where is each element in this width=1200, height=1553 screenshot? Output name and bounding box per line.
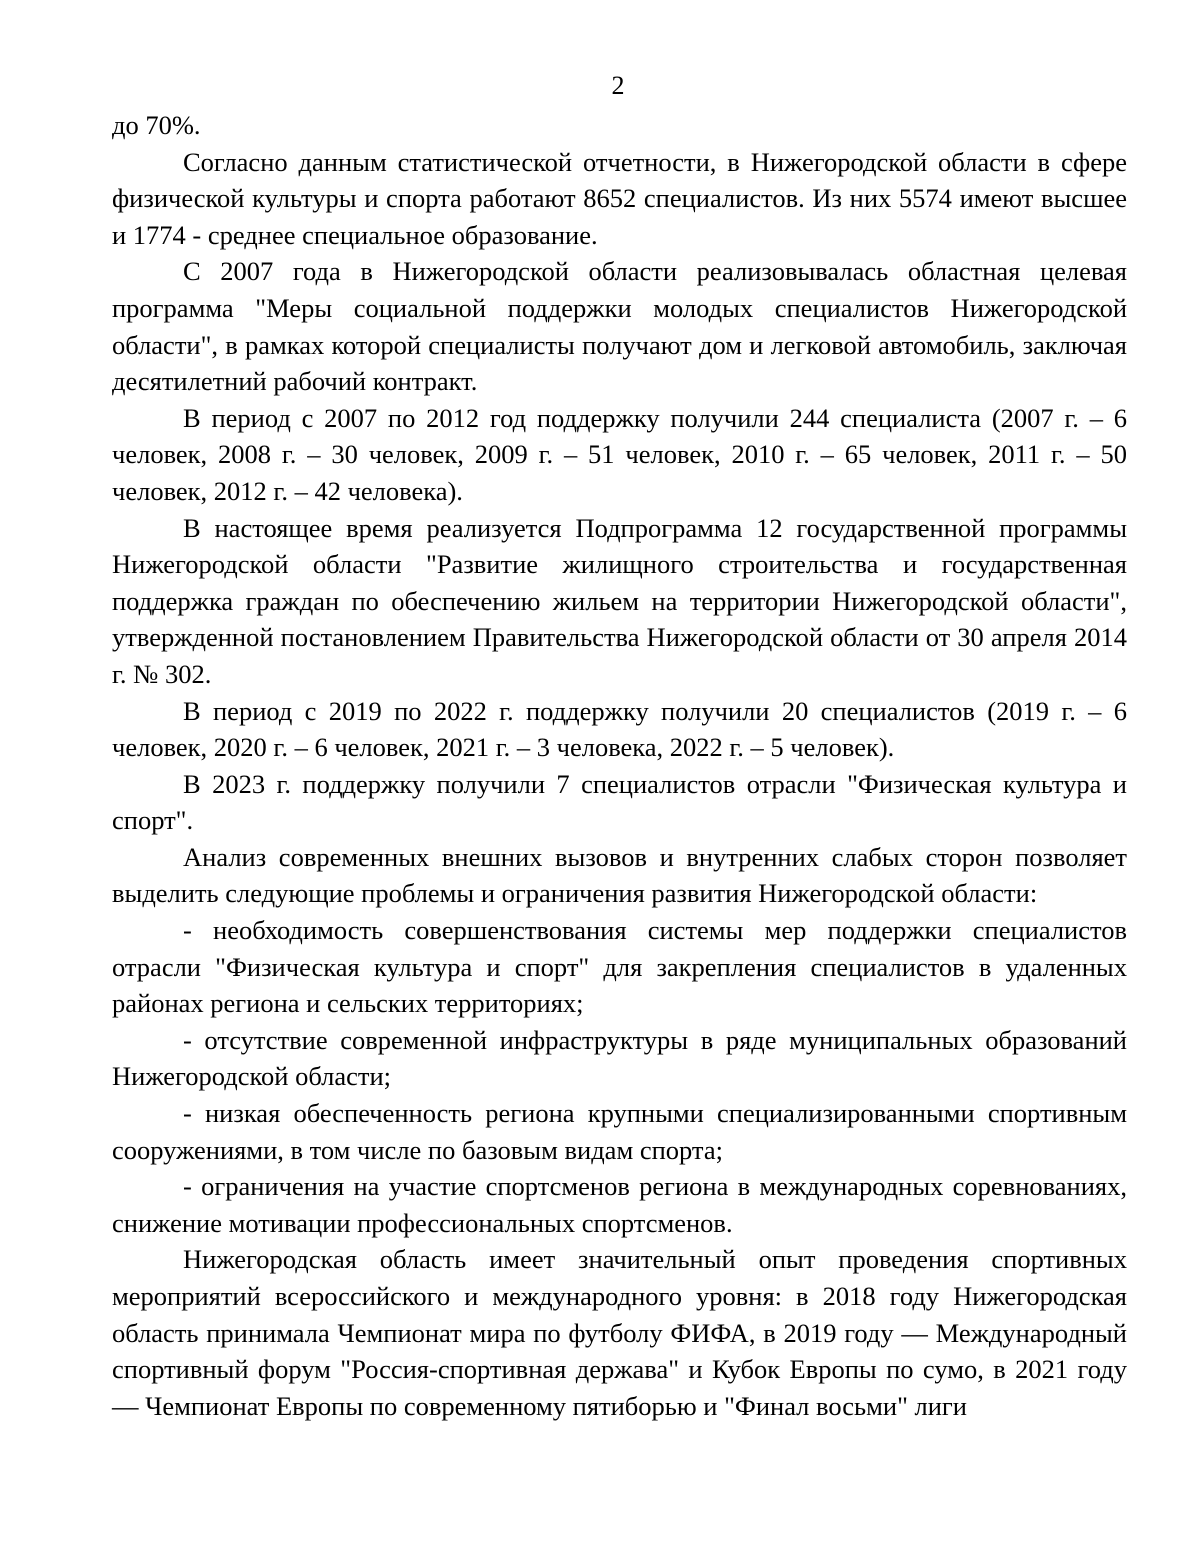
paragraph-specialists-count: Согласно данным статистической отчетности, в Нижегородской области в сфере физической культуры и спорта работают 8652 специалистов. Из них 5574 имеют высшее и 1774 - среднее специальное образование. (112, 146, 1127, 250)
document-body (112, 107, 1127, 1424)
paragraph-support-2007-2012: В период с 2007 по 2012 год поддержку получили 244 специалиста (2007 г. – 6 человек, 2008 г. – 30 человек, 2009 г. – 51 человек, 2010 г. – 65 человек, 2011 г. – 50 человек, 2012 г. – 42 человека). (112, 402, 1127, 506)
list-item-sports-facilities: - низкая обеспеченность региона крупными специализированными спортивным сооружениями, в том числе по базовым видам спорта; (112, 1098, 1127, 1165)
list-item-international-restrictions: - ограничения на участие спортсменов региона в международных соревнованиях, снижение мотивации профессиональных спортсменов. (112, 1171, 1127, 1238)
list-item-support-measures: - необходимость совершенствования системы мер поддержки специалистов отрасли "Физическая культура и спорт" для закрепления специалистов в удаленных районах региона и сельских территориях; (112, 915, 1127, 1019)
paragraph-analysis-intro: Анализ современных внешних вызовов и внутренних слабых сторон позволяет выделить следующие проблемы и ограничения развития Нижегородской области: (112, 841, 1127, 909)
page-number: 2 (611, 71, 625, 100)
paragraph-continuation: до 70%. (112, 110, 201, 140)
paragraph-target-program: С 2007 года в Нижегородской области реализовывалась областная целевая программа "Меры социальной поддержки молодых специалистов Нижегородской области", в рамках которой специалисты получают дом и легковой автомобиль, заключая десятилетний рабочий контракт. (112, 256, 1127, 397)
list-item-infrastructure: - отсутствие современной инфраструктуры в ряде муниципальных образований Нижегородской области; (112, 1024, 1127, 1092)
paragraph-support-2019-2022: В период с 2019 по 2022 г. поддержку получили 20 специалистов (2019 г. – 6 человек, 2020 г. – 6 человек, 2021 г. – 3 человека, 2022 г. – 5 человек). (112, 695, 1127, 763)
paragraph-subprogram-12: В настоящее время реализуется Подпрограмма 12 государственной программы Нижегородской области "Развитие жилищного строительства и государственная поддержка граждан по обеспечению жильем на территории Нижегородской области", утвержденной постановлением Правительства Нижегородской области от 30 апреля 2014 г. № 302. (112, 512, 1127, 689)
paragraph-events-experience: Нижегородская область имеет значительный опыт проведения спортивных мероприятий всероссийского и международного уровня: в 2018 году Нижегородская область принимала Чемпионат мира по футболу ФИФА, в 2019 году — Международный спортивный форум "Россия-спортивная держава" и Кубок Европы по сумо, в 2021 году — Чемпионат Европы по современному пятиборью и "Финал восьми" лиги (112, 1244, 1127, 1421)
paragraph-support-2023: В 2023 г. поддержку получили 7 специалистов отрасли "Физическая культура и спорт". (112, 768, 1127, 836)
